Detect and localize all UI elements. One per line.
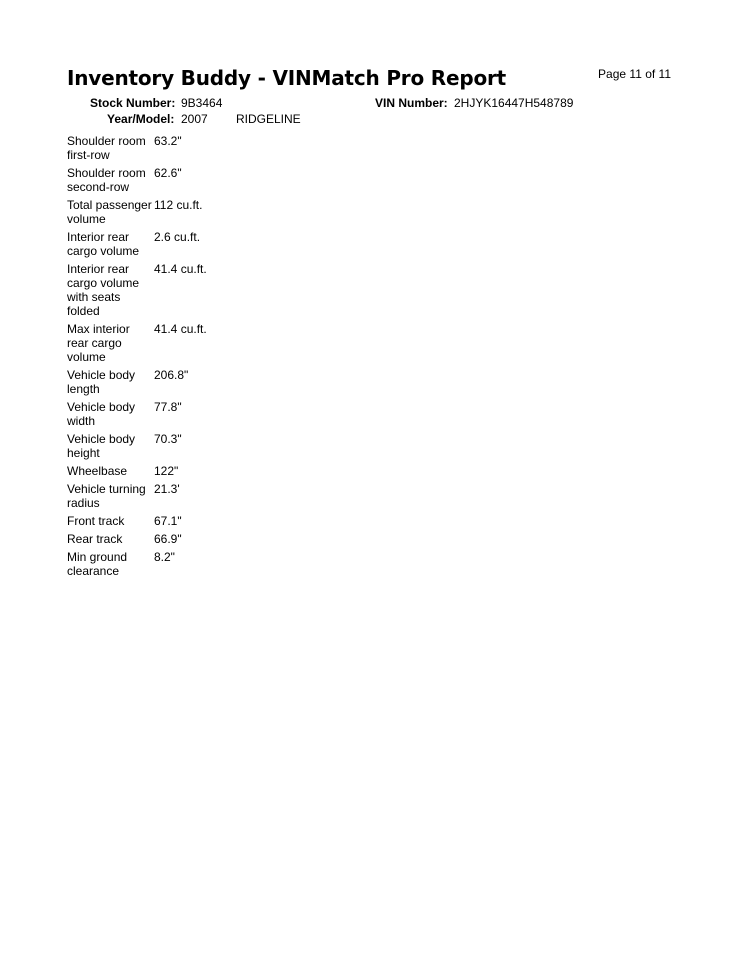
spec-value: 70.3" [154,432,182,446]
spec-row [67,432,267,460]
spec-value: 8.2" [154,550,175,564]
model-value: RIDGELINE [236,112,301,126]
spec-value: 77.8" [154,400,182,414]
spec-value: 2.6 cu.ft. [154,230,201,244]
spec-value: 63.2" [154,134,182,148]
spec-row [67,482,267,510]
spec-label: Shoulder room first-row [67,134,146,162]
spec-value: 206.8" [154,368,189,382]
page-number: Page 11 of 11 [598,67,671,81]
spec-label: Min ground clearance [67,550,128,578]
spec-value: 66.9" [154,532,182,546]
vin-number-value: 2HJYK16447H548789 [454,96,574,110]
spec-label: Front track [67,514,125,528]
spec-row [67,262,267,318]
spec-label: Vehicle body width [67,400,136,428]
spec-value: 41.4 cu.ft. [154,322,207,336]
year-model-label: Year/Model: [107,112,175,126]
spec-label: Interior rear cargo volume with seats folded [67,262,140,318]
spec-label: Vehicle body length [67,368,136,396]
spec-value: 112 cu.ft. [154,198,203,212]
spec-label: Rear track [67,532,123,546]
spec-label: Vehicle body height [67,432,136,460]
spec-value: 122" [154,464,179,478]
spec-row [67,464,267,478]
stock-number-value: 9B3464 [181,96,223,110]
spec-label: Wheelbase [67,464,128,478]
spec-row [67,368,267,396]
spec-row [67,550,267,578]
spec-label: Max interior rear cargo volume [67,322,130,364]
vin-number-label: VIN Number: [375,96,448,110]
spec-value: 62.6" [154,166,182,180]
spec-row [67,514,267,528]
spec-label: Vehicle turning radius [67,482,146,510]
spec-row [67,230,267,258]
spec-row [67,166,267,194]
report-title: Inventory Buddy - VINMatch Pro Report [67,66,507,90]
spec-row [67,400,267,428]
spec-value: 41.4 cu.ft. [154,262,207,276]
spec-label: Total passenger volume [67,198,152,226]
spec-value: 21.3' [154,482,180,496]
stock-number-label: Stock Number: [90,96,176,110]
spec-row [67,198,267,226]
spec-label: Shoulder room second-row [67,166,146,194]
spec-row [67,532,267,546]
spec-list [67,134,267,582]
spec-label: Interior rear cargo volume [67,230,140,258]
spec-value: 67.1" [154,514,182,528]
year-value: 2007 [181,112,208,126]
spec-row [67,322,267,364]
spec-row [67,134,267,162]
